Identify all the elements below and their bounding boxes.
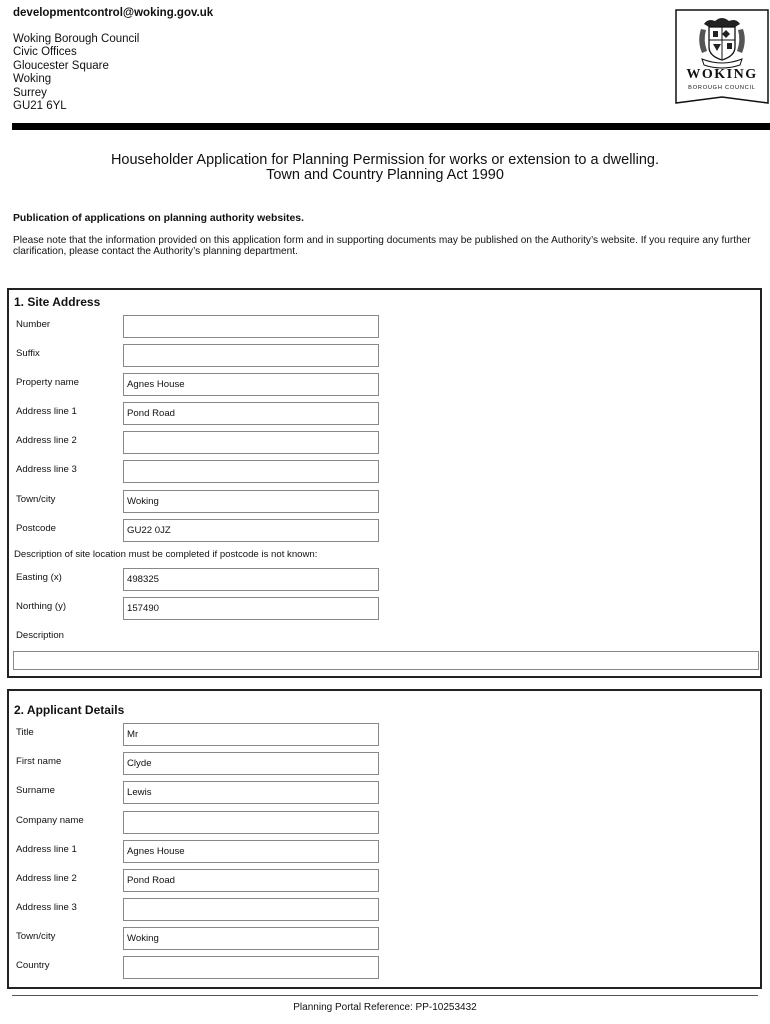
applicant-address-line-3-label: Address line 3 <box>16 902 77 913</box>
address-line-2-field[interactable] <box>123 431 379 454</box>
property-name-field[interactable]: Agnes House <box>123 373 379 396</box>
council-email: developmentcontrol@woking.gov.uk <box>13 7 214 19</box>
easting-field[interactable]: 498325 <box>123 568 379 591</box>
title-label: Title <box>16 727 34 738</box>
company-name-field[interactable] <box>123 811 379 834</box>
property-name-label: Property name <box>16 377 79 388</box>
number-field[interactable] <box>123 315 379 338</box>
town-city-label: Town/city <box>16 494 56 505</box>
address-line: Woking <box>13 73 52 86</box>
site-location-note: Description of site location must be completed if postcode is not known: <box>14 549 318 560</box>
site-address-section <box>7 288 762 678</box>
applicant-address-line-3-field[interactable] <box>123 898 379 921</box>
address-line: Surrey <box>13 86 47 99</box>
easting-label: Easting (x) <box>16 572 62 583</box>
suffix-field[interactable] <box>123 344 379 367</box>
title-field[interactable]: Mr <box>123 723 379 746</box>
woking-logo <box>675 9 769 110</box>
applicant-town-city-field[interactable]: Woking <box>123 927 379 950</box>
address-line-3-field[interactable] <box>123 460 379 483</box>
applicant-town-city-label: Town/city <box>16 931 56 942</box>
page-title <box>0 153 770 183</box>
publication-text: Please note that the information provided on this application form and in supporting documents may be published on the Authority’s website. If you require any further clarification, please contact the Authority’s planning department. <box>13 235 751 257</box>
applicant-address-line-1-field[interactable]: Agnes House <box>123 840 379 863</box>
town-city-field[interactable]: Woking <box>123 490 379 513</box>
address-line-3-label: Address line 3 <box>16 464 77 475</box>
council-address <box>13 33 139 113</box>
address-line-1-field[interactable]: Pond Road <box>123 402 379 425</box>
description-label: Description <box>16 630 64 641</box>
footer-divider <box>12 995 758 996</box>
description-field[interactable] <box>13 651 759 670</box>
first-name-field[interactable]: Clyde <box>123 752 379 775</box>
company-name-label: Company name <box>16 815 84 826</box>
surname-field[interactable]: Lewis <box>123 781 379 804</box>
northing-field[interactable]: 157490 <box>123 597 379 620</box>
surname-label: Surname <box>16 785 55 796</box>
address-line: Woking Borough Council <box>13 33 140 45</box>
address-line: Civic Offices <box>13 46 77 59</box>
applicant-address-line-1-label: Address line 1 <box>16 844 77 855</box>
applicant-address-line-2-field[interactable]: Pond Road <box>123 869 379 892</box>
planning-portal-reference: Planning Portal Reference: PP-10253432 <box>293 1002 477 1013</box>
country-label: Country <box>16 960 50 971</box>
postcode-field[interactable]: GU22 0JZ <box>123 519 379 542</box>
address-line-1-label: Address line 1 <box>16 406 77 417</box>
suffix-label: Suffix <box>16 348 40 359</box>
postcode-label: Postcode <box>16 523 57 534</box>
applicant-details-title: 2. Applicant Details <box>14 703 125 717</box>
title-line-2: Town and Country Planning Act 1990 <box>266 167 504 183</box>
northing-label: Northing (y) <box>16 601 67 612</box>
logo-subtitle: BOROUGH COUNCIL <box>688 85 756 91</box>
applicant-details-section <box>7 689 762 989</box>
logo-name: WOKING <box>686 67 758 82</box>
first-name-label: First name <box>16 756 62 767</box>
publication-heading: Publication of applications on planning authority websites. <box>13 213 304 224</box>
site-address-title: 1. Site Address <box>14 295 101 309</box>
country-field[interactable] <box>123 956 379 979</box>
number-label: Number <box>16 319 51 330</box>
applicant-address-line-2-label: Address line 2 <box>16 873 77 884</box>
address-line: GU21 6YL <box>13 100 67 113</box>
title-line-1: Householder Application for Planning Permission for works or extension to a dwelling. <box>110 152 660 168</box>
address-line: Gloucester Square <box>13 59 109 72</box>
address-line-2-label: Address line 2 <box>16 435 77 446</box>
header-divider <box>12 123 770 130</box>
